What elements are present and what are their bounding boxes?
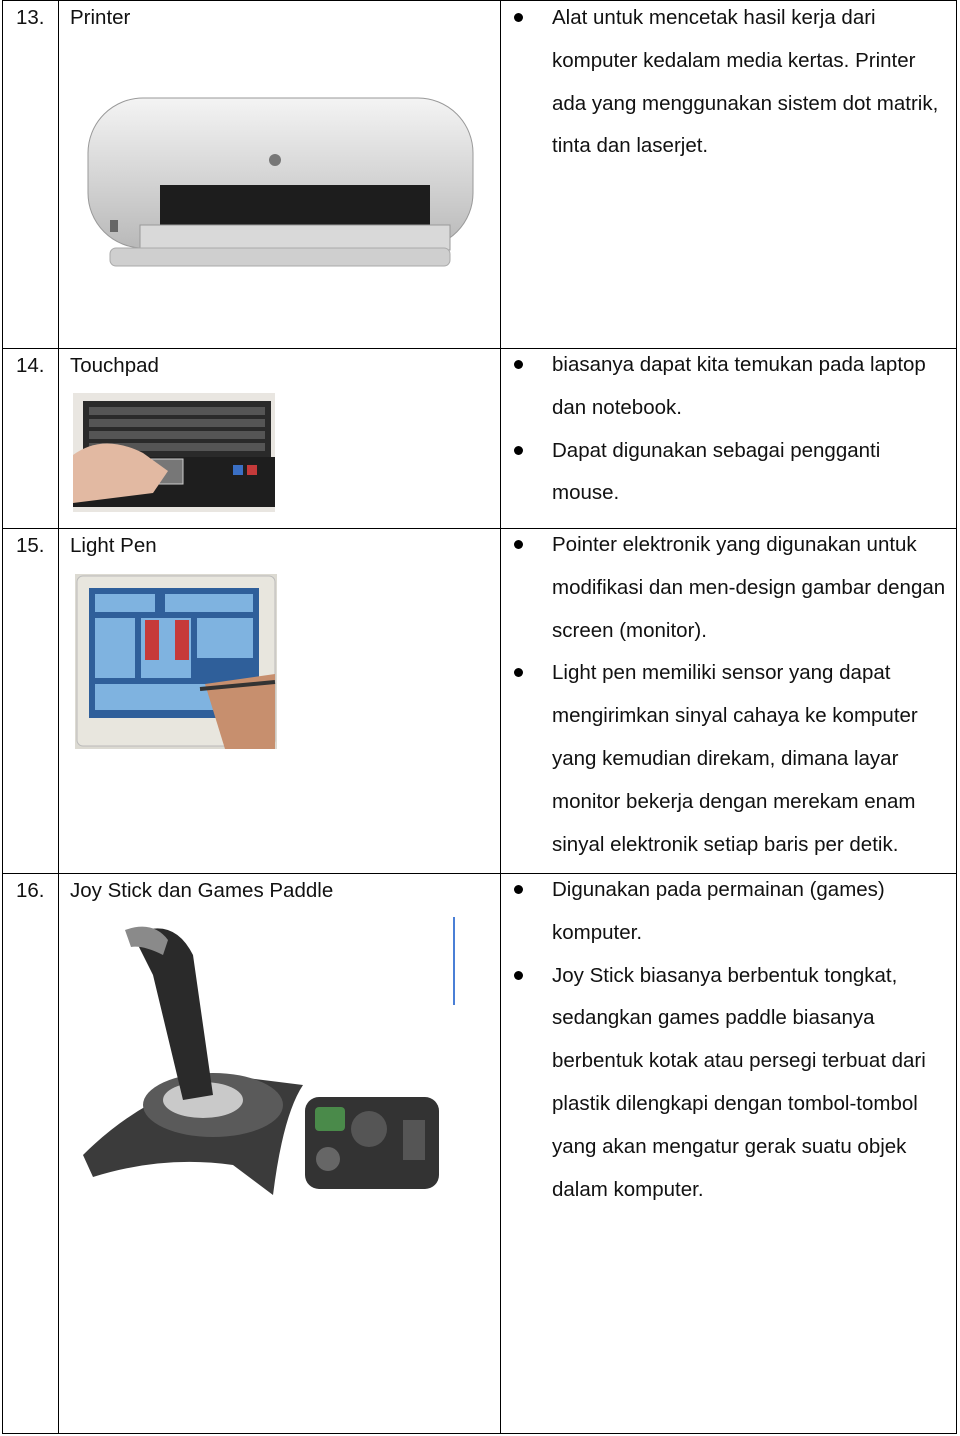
table-border-col2	[500, 0, 501, 1434]
device-name: Joy Stick dan Games Paddle	[70, 879, 334, 902]
bullet-item: Digunakan pada permainan (games) komputer.	[511, 869, 951, 955]
description-cell	[511, 0, 951, 168]
row-number: 15.	[16, 534, 45, 557]
row-number: 13.	[16, 6, 45, 29]
table-border-right	[956, 0, 957, 1434]
device-name: Printer	[70, 6, 131, 29]
joystick-paddle-image	[73, 915, 457, 1207]
printer-image	[80, 90, 480, 285]
bullet-list	[511, 524, 951, 866]
bullet-item: Light pen memiliki sensor yang dapat mengirimkan sinyal cahaya ke komputer yang kemudian direkam, dimana layar monitor bekerja dengan merekam enam sinyal elektronik setiap baris per detik.	[511, 652, 951, 866]
table-border-left	[2, 0, 3, 1434]
table-border-col1	[58, 0, 59, 1434]
bullet-item: Dapat digunakan sebagai pengganti mouse.	[511, 430, 951, 516]
bullet-item: Alat untuk mencetak hasil kerja dari komputer kedalam media kertas. Printer ada yang menggunakan sistem dot matrik, tinta dan laserjet.	[511, 0, 951, 168]
row-number: 16.	[16, 879, 45, 902]
row-number: 14.	[16, 354, 45, 377]
bullet-item: Joy Stick biasanya berbentuk tongkat, sedangkan games paddle biasanya berbentuk kotak atau persegi terbuat dari plastik dilengkapi dengan tombol-tombol yang akan mengatur gerak suatu objek dalam komputer.	[511, 955, 951, 1212]
device-name: Light Pen	[70, 534, 157, 557]
description-cell	[511, 524, 951, 866]
description-cell	[511, 344, 951, 515]
bullet-list	[511, 869, 951, 1211]
light-pen-image	[75, 574, 277, 749]
description-cell	[511, 869, 951, 1211]
bullet-list	[511, 344, 951, 515]
touchpad-image	[73, 393, 275, 512]
table-border-bottom	[2, 1433, 957, 1434]
bullet-list	[511, 0, 951, 168]
bullet-item: Pointer elektronik yang digunakan untuk modifikasi dan men-design gambar dengan screen (monitor).	[511, 524, 951, 652]
bullet-item: biasanya dapat kita temukan pada laptop dan notebook.	[511, 344, 951, 430]
device-name: Touchpad	[70, 354, 159, 377]
